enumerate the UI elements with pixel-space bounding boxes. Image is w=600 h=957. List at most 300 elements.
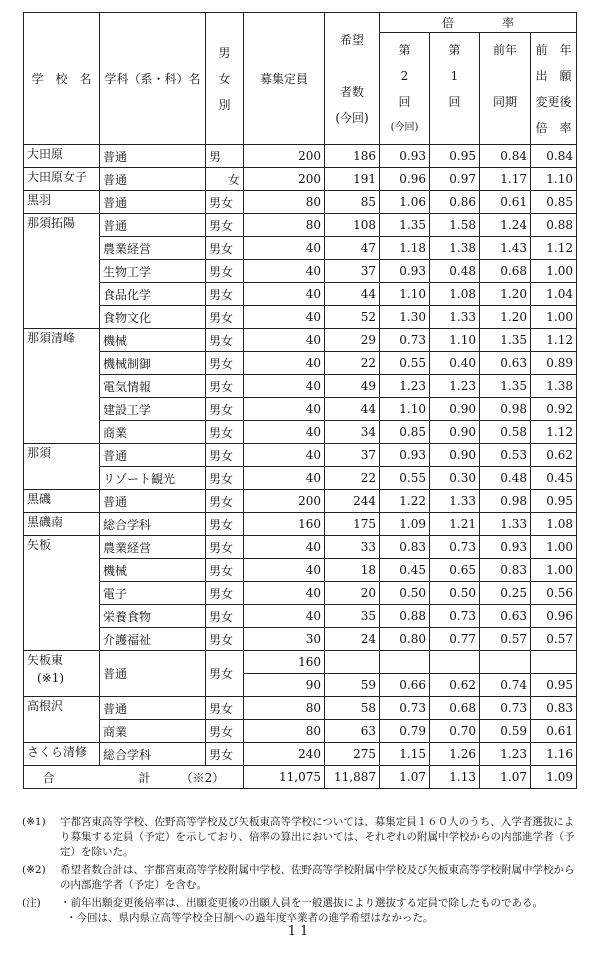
table-row: [24, 444, 577, 467]
round1-ratio-cell: 0.65: [430, 559, 480, 582]
table-row: [24, 306, 577, 329]
header-round1-line: 回: [448, 94, 461, 109]
prev-year-ratio-cell: 1.23: [480, 743, 531, 766]
prev-final-ratio-cell: 0.85: [531, 191, 577, 214]
round2-ratio-cell: 0.93: [380, 145, 430, 168]
capacity-cell: 40: [244, 398, 325, 421]
capacity-cell: 200: [244, 168, 325, 191]
prev-year-ratio-cell: 0.84: [480, 145, 531, 168]
header-prev-year-line: 同期: [492, 94, 517, 109]
prev-year-ratio-cell: 0.61: [480, 191, 531, 214]
sex-cell: 男女: [206, 352, 244, 375]
prev-final-ratio-cell: 1.12: [531, 237, 577, 260]
department-cell: 食品化学: [100, 283, 206, 306]
prev-year-ratio-cell: 0.63: [480, 605, 531, 628]
capacity-cell: 80: [244, 720, 325, 743]
footnote: [22, 815, 582, 860]
page-number: 11: [287, 924, 313, 939]
round2-ratio-cell: 0.80: [380, 628, 430, 651]
round2-ratio-cell: 1.35: [380, 214, 430, 237]
footnote-text: 宇都宮東高等学校、佐野高等学校及び矢板東高等学校については、募集定員１６０人のうち、入学者選抜により募集する定員（予定）を示しており、倍率の算出においては、それぞれの附属中学校からの内部進学者（予定）を除いた。: [60, 816, 575, 858]
prev-year-ratio-cell: 1.20: [480, 306, 531, 329]
round1-ratio-cell: 0.77: [430, 628, 480, 651]
table-row: [24, 605, 577, 628]
prev-year-ratio-cell: 1.24: [480, 214, 531, 237]
round1-ratio-cell: 0.73: [430, 536, 480, 559]
round1-ratio-cell: 0.62: [430, 674, 480, 697]
round2-ratio-cell: 1.10: [380, 283, 430, 306]
table-row: [24, 329, 577, 352]
round1-ratio-cell: 0.68: [430, 697, 480, 720]
round2-ratio-cell: 0.66: [380, 674, 430, 697]
prev-final-ratio-cell: 0.56: [531, 582, 577, 605]
prev-final-ratio-cell: 0.96: [531, 605, 577, 628]
header-round1-line: 第: [448, 42, 461, 57]
prev-final-ratio-cell: 0.95: [531, 490, 577, 513]
blank-cell: [531, 651, 577, 674]
capacity-cell: 40: [244, 237, 325, 260]
table-row: [24, 536, 577, 559]
prev-final-ratio-cell: 0.89: [531, 352, 577, 375]
applicants-cell: 47: [325, 237, 380, 260]
footnote-mark: (※2): [22, 864, 46, 876]
round2-ratio-cell: 1.18: [380, 237, 430, 260]
applicants-cell: 49: [325, 375, 380, 398]
header-capacity: 募集定員: [244, 13, 325, 145]
sex-cell: 男女: [206, 375, 244, 398]
department-cell: 農業経営: [100, 237, 206, 260]
header-round2: [380, 33, 430, 145]
header-prev-final-line: 前 年: [535, 42, 572, 57]
department-cell: 機械: [100, 329, 206, 352]
table-row: [24, 375, 577, 398]
sex-cell: 男女: [206, 513, 244, 536]
prev-final-ratio-cell: 1.12: [531, 421, 577, 444]
department-cell: 普通: [100, 444, 206, 467]
prev-final-ratio-cell: 1.12: [531, 329, 577, 352]
prev-year-ratio-cell: 0.73: [480, 697, 531, 720]
total-row: [24, 766, 577, 789]
round2-ratio-cell: 0.45: [380, 559, 430, 582]
sex-cell: 男女: [206, 720, 244, 743]
prev-final-ratio-cell: 1.00: [531, 559, 577, 582]
footnote-mark: (※1): [22, 816, 46, 828]
header-prev-final-line: 変更後: [535, 94, 572, 109]
total-prev-year-cell: 1.07: [480, 766, 531, 789]
table-row: [24, 490, 577, 513]
header-applicants-line: (今回): [335, 110, 369, 125]
capacity-cell: 40: [244, 421, 325, 444]
school-name-cell: 大田原: [24, 145, 100, 168]
header-sex: [206, 13, 244, 145]
school-name-cell: [24, 651, 100, 697]
header-sex-line: 男: [218, 45, 231, 60]
department-cell: 介護福祉: [100, 628, 206, 651]
table-row: [24, 145, 577, 168]
school-note-mark: (※1): [37, 671, 65, 685]
applicants-cell: 34: [325, 421, 380, 444]
prev-year-ratio-cell: 1.33: [480, 513, 531, 536]
header-prev-year-line: [483, 63, 527, 89]
round2-ratio-cell: 0.93: [380, 444, 430, 467]
header-applicants-line: 者数: [339, 84, 364, 99]
table-row: [24, 237, 577, 260]
prev-final-ratio-cell: 0.45: [531, 467, 577, 490]
applicants-cell: 24: [325, 628, 380, 651]
school-name-cell: さくら清修: [24, 743, 100, 766]
prev-final-ratio-cell: 0.92: [531, 398, 577, 421]
sex-cell: 男女: [206, 260, 244, 283]
prev-final-ratio-cell: 0.57: [531, 628, 577, 651]
school-name-cell: 大田原女子: [24, 168, 100, 191]
applicants-cell: 85: [325, 191, 380, 214]
sex-cell: 男女: [206, 697, 244, 720]
capacity-cell: 240: [244, 743, 325, 766]
department-cell: 生物工学: [100, 260, 206, 283]
round1-ratio-cell: 0.50: [430, 582, 480, 605]
header-ratio-group: 倍 率: [380, 13, 577, 33]
header-round1-line: [433, 115, 476, 141]
sex-cell: 男女: [206, 490, 244, 513]
department-cell: 機械制御: [100, 352, 206, 375]
capacity-cell: 30: [244, 628, 325, 651]
school-name-cell: 那須清峰: [24, 329, 100, 444]
round2-ratio-cell: 1.09: [380, 513, 430, 536]
prev-year-ratio-cell: 1.43: [480, 237, 531, 260]
prev-year-ratio-cell: 0.98: [480, 490, 531, 513]
prev-year-ratio-cell: 0.63: [480, 352, 531, 375]
footnote-text: ・今回は、県内県立高等学校全日制への過年度卒業者の進学希望はなかった。: [66, 912, 434, 924]
department-cell: 農業経営: [100, 536, 206, 559]
prev-year-ratio-cell: 1.17: [480, 168, 531, 191]
sex-cell: 男女: [206, 237, 244, 260]
capacity-cell: 40: [244, 375, 325, 398]
prev-final-ratio-cell: 0.61: [531, 720, 577, 743]
header-applicants-line: 希望: [339, 32, 364, 47]
department-cell: 普通: [100, 214, 206, 237]
applicants-cell: 52: [325, 306, 380, 329]
sex-cell: 男女: [206, 421, 244, 444]
table-row: [24, 467, 577, 490]
table-row: [24, 398, 577, 421]
applicants-cell: 20: [325, 582, 380, 605]
school-name-cell: 黒磯: [24, 490, 100, 513]
round2-ratio-cell: 0.79: [380, 720, 430, 743]
prev-final-ratio-cell: 0.83: [531, 697, 577, 720]
applicants-cell: 108: [325, 214, 380, 237]
round1-ratio-cell: 0.95: [430, 145, 480, 168]
table-row: [24, 513, 577, 536]
prev-final-ratio-cell: 1.00: [531, 306, 577, 329]
round2-ratio-cell: 1.22: [380, 490, 430, 513]
department-cell: 普通: [100, 490, 206, 513]
applicants-cell: 22: [325, 467, 380, 490]
prev-final-ratio-cell: 1.38: [531, 375, 577, 398]
applicants-cell: 58: [325, 697, 380, 720]
prev-year-ratio-cell: 0.48: [480, 467, 531, 490]
department-cell: 電気情報: [100, 375, 206, 398]
applicants-cell: 33: [325, 536, 380, 559]
department-cell: 普通: [100, 191, 206, 214]
table-row: [24, 283, 577, 306]
school-name-cell: 矢板: [24, 536, 100, 651]
applicants-cell: 191: [325, 168, 380, 191]
prev-year-ratio-cell: 0.25: [480, 582, 531, 605]
applicants-cell: 175: [325, 513, 380, 536]
applicants-cell: 44: [325, 398, 380, 421]
capacity-cell: 40: [244, 536, 325, 559]
total-prev-final-cell: 1.09: [531, 766, 577, 789]
applicants-cell: 37: [325, 444, 380, 467]
footnotes: [22, 815, 582, 926]
department-cell: 商業: [100, 421, 206, 444]
round1-ratio-cell: 0.86: [430, 191, 480, 214]
table-row: [24, 743, 577, 766]
total-capacity-cell: 11,075: [244, 766, 325, 789]
sex-cell: 男女: [206, 605, 244, 628]
header-prev-year: [480, 33, 531, 145]
table-body: [24, 145, 577, 789]
table-row: [24, 421, 577, 444]
blank-cell: [480, 651, 531, 674]
capacity-cell: 80: [244, 214, 325, 237]
round1-ratio-cell: 0.90: [430, 444, 480, 467]
sex-cell: 男女: [206, 214, 244, 237]
prev-year-ratio-cell: 0.53: [480, 444, 531, 467]
sex-cell: 男女: [206, 467, 244, 490]
prev-final-ratio-cell: 0.84: [531, 145, 577, 168]
footnote-text: ・前年出願変更後倍率は、出願変更後の出願人員を一般選抜により選抜する定員で除したものである。: [60, 897, 543, 909]
blank-cell: [325, 651, 380, 674]
round2-ratio-cell: 1.10: [380, 398, 430, 421]
footnote-mark: (注): [22, 897, 41, 909]
prev-year-ratio-cell: 0.83: [480, 559, 531, 582]
prev-year-ratio-cell: 0.68: [480, 260, 531, 283]
school-name-cell: 黒磯南: [24, 513, 100, 536]
capacity-cell: 200: [244, 145, 325, 168]
department-cell: 建設工学: [100, 398, 206, 421]
applicants-cell: 63: [325, 720, 380, 743]
round1-ratio-cell: 1.21: [430, 513, 480, 536]
department-cell: リゾート観光: [100, 467, 206, 490]
table-header: [24, 13, 577, 145]
school-name-cell: 那須拓陽: [24, 214, 100, 329]
prev-year-ratio-cell: 1.35: [480, 329, 531, 352]
round2-ratio-cell: 1.06: [380, 191, 430, 214]
total-label-cell: 合 計 （※2）: [24, 766, 244, 789]
prev-year-ratio-cell: 0.98: [480, 398, 531, 421]
capacity-cell: 40: [244, 582, 325, 605]
header-round2-line: 回: [398, 94, 411, 109]
applicants-cell: 18: [325, 559, 380, 582]
header-applicants-line: [328, 53, 376, 79]
department-cell: 普通: [100, 697, 206, 720]
table-row: [24, 191, 577, 214]
blank-cell: [380, 651, 430, 674]
round1-ratio-cell: 1.58: [430, 214, 480, 237]
applicants-cell: 275: [325, 743, 380, 766]
table-row: [24, 352, 577, 375]
department-cell: 総合学科: [100, 743, 206, 766]
applicants-cell: 37: [325, 260, 380, 283]
table-row: [24, 582, 577, 605]
round2-ratio-cell: 1.30: [380, 306, 430, 329]
department-cell: 電子: [100, 582, 206, 605]
round1-ratio-cell: 1.38: [430, 237, 480, 260]
header-round2-line: (今回): [390, 121, 419, 133]
prev-year-ratio-cell: 1.20: [480, 283, 531, 306]
header-round2-line: 第: [398, 42, 411, 57]
department-cell: 栄養食物: [100, 605, 206, 628]
prev-final-ratio-cell: 1.00: [531, 536, 577, 559]
applicants-cell: 186: [325, 145, 380, 168]
prev-final-ratio-cell: 1.04: [531, 283, 577, 306]
sex-cell: 男女: [206, 628, 244, 651]
sex-cell: 男: [206, 145, 244, 168]
footnote: [22, 896, 582, 911]
capacity-cell: 90: [244, 674, 325, 697]
round2-ratio-cell: 0.96: [380, 168, 430, 191]
school-name: 矢板東: [27, 653, 64, 667]
capacity-cell: 40: [244, 283, 325, 306]
header-prev-year-line: [483, 115, 527, 141]
prev-final-ratio-cell: 1.16: [531, 743, 577, 766]
sex-cell: 男女: [206, 444, 244, 467]
footnote-text: 希望者数合計は、宇都宮東高等学校附属中学校、佐野高等学校附属中学校及び矢板東高等学校附属中学校からの内部進学者（予定）を含む。: [60, 864, 575, 891]
department-cell: 総合学科: [100, 513, 206, 536]
header-sex-line: 女: [218, 71, 231, 86]
round1-ratio-cell: 0.48: [430, 260, 480, 283]
capacity-cell: 80: [244, 191, 325, 214]
round1-ratio-cell: 1.26: [430, 743, 480, 766]
table-row: [24, 260, 577, 283]
round2-ratio-cell: 0.73: [380, 697, 430, 720]
round2-ratio-cell: 0.50: [380, 582, 430, 605]
round1-ratio-cell: 1.08: [430, 283, 480, 306]
header-department: 学科（系・科）名: [100, 13, 206, 145]
round1-ratio-cell: 0.90: [430, 398, 480, 421]
capacity-cell: 40: [244, 605, 325, 628]
round1-ratio-cell: 1.23: [430, 375, 480, 398]
department-cell: 普通: [100, 168, 206, 191]
applicants-cell: 29: [325, 329, 380, 352]
round2-ratio-cell: 0.88: [380, 605, 430, 628]
round2-ratio-cell: 1.23: [380, 375, 430, 398]
round1-ratio-cell: 0.30: [430, 467, 480, 490]
applicants-cell: 35: [325, 605, 380, 628]
round2-ratio-cell: 1.15: [380, 743, 430, 766]
table-row: [24, 559, 577, 582]
header-prev-year-line: 前年: [492, 42, 517, 57]
total-round2-cell: 1.07: [380, 766, 430, 789]
header-sex-line: 別: [218, 97, 231, 112]
prev-final-ratio-cell: 1.10: [531, 168, 577, 191]
table-row: [24, 214, 577, 237]
round1-ratio-cell: 1.33: [430, 306, 480, 329]
applicants-cell: 244: [325, 490, 380, 513]
sex-cell: 男女: [206, 582, 244, 605]
header-round1-line: 1: [450, 68, 459, 83]
round2-ratio-cell: 0.85: [380, 421, 430, 444]
prev-year-ratio-cell: 0.93: [480, 536, 531, 559]
department-cell: 食物文化: [100, 306, 206, 329]
total-round1-cell: 1.13: [430, 766, 480, 789]
header-prev-final-line: 倍 率: [535, 120, 572, 135]
round2-ratio-cell: 0.83: [380, 536, 430, 559]
sex-cell: 男女: [206, 559, 244, 582]
round1-ratio-cell: 0.70: [430, 720, 480, 743]
school-name-cell: 那須: [24, 444, 100, 490]
prev-year-ratio-cell: 0.57: [480, 628, 531, 651]
prev-year-ratio-cell: 1.35: [480, 375, 531, 398]
sex-cell: 男女: [206, 536, 244, 559]
capacity-cell: 40: [244, 352, 325, 375]
footnote: [22, 863, 582, 893]
sex-cell: 男女: [206, 398, 244, 421]
application-ratio-table: [23, 12, 577, 789]
capacity-cell: 40: [244, 329, 325, 352]
sex-cell: 男女: [206, 651, 244, 697]
sex-cell: 女: [206, 168, 244, 191]
sex-cell: 男女: [206, 306, 244, 329]
header-applicants: [325, 13, 380, 145]
round1-ratio-cell: 1.10: [430, 329, 480, 352]
table-row: [24, 697, 577, 720]
round1-ratio-cell: 0.90: [430, 421, 480, 444]
header-school: 学 校 名: [24, 13, 100, 145]
round2-ratio-cell: 0.73: [380, 329, 430, 352]
round2-ratio-cell: 0.55: [380, 352, 430, 375]
header-round1: [430, 33, 480, 145]
round2-ratio-cell: 0.55: [380, 467, 430, 490]
capacity-cell: 80: [244, 697, 325, 720]
table-row: [24, 628, 577, 651]
table-row: [24, 720, 577, 743]
capacity-cell: 40: [244, 559, 325, 582]
capacity-total-cell: 160: [244, 651, 325, 674]
prev-year-ratio-cell: 0.74: [480, 674, 531, 697]
prev-final-ratio-cell: 1.00: [531, 260, 577, 283]
table-row: [24, 651, 577, 674]
applicants-cell: 59: [325, 674, 380, 697]
applicants-cell: 44: [325, 283, 380, 306]
department-cell: 普通: [100, 651, 206, 697]
round1-ratio-cell: 1.33: [430, 490, 480, 513]
capacity-cell: 200: [244, 490, 325, 513]
capacity-cell: 40: [244, 444, 325, 467]
round2-ratio-cell: 0.93: [380, 260, 430, 283]
sex-cell: 男女: [206, 743, 244, 766]
prev-year-ratio-cell: 0.59: [480, 720, 531, 743]
prev-year-ratio-cell: 0.58: [480, 421, 531, 444]
round1-ratio-cell: 0.73: [430, 605, 480, 628]
header-prev-final: [531, 33, 577, 145]
prev-final-ratio-cell: 1.08: [531, 513, 577, 536]
capacity-cell: 40: [244, 467, 325, 490]
total-applicants-cell: 11,887: [325, 766, 380, 789]
header-round2-line: 2: [400, 68, 409, 83]
applicants-cell: 22: [325, 352, 380, 375]
sex-cell: 男女: [206, 329, 244, 352]
school-name-cell: 黒羽: [24, 191, 100, 214]
header-prev-final-line: 出 願: [535, 68, 572, 83]
sex-cell: 男女: [206, 283, 244, 306]
department-cell: 商業: [100, 720, 206, 743]
round1-ratio-cell: 0.97: [430, 168, 480, 191]
sex-cell: 男女: [206, 191, 244, 214]
prev-final-ratio-cell: 0.88: [531, 214, 577, 237]
capacity-cell: 40: [244, 306, 325, 329]
